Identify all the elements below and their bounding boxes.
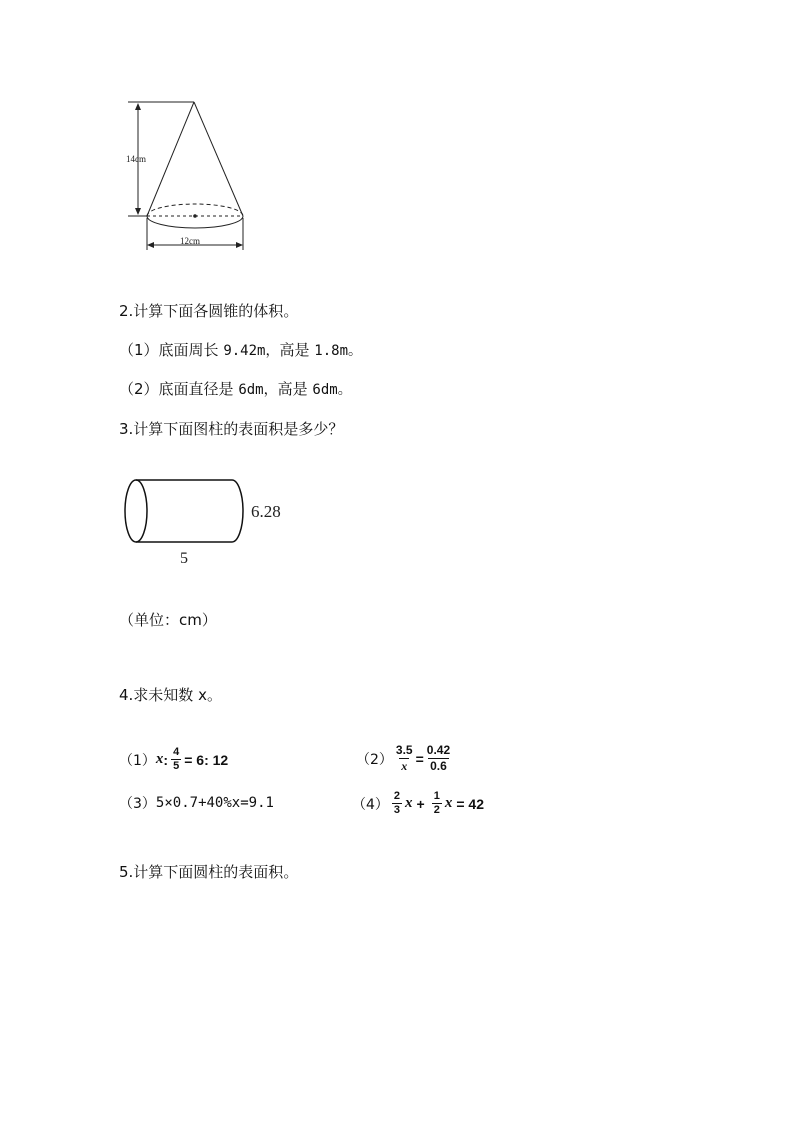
eq3-label: （3） <box>119 796 156 812</box>
eq2-frac2-num: 0.42 <box>426 743 451 757</box>
cylinder-length-label: 5 <box>180 550 188 567</box>
cone-diameter-label: 12cm <box>180 236 200 246</box>
eq4-label: （4） <box>352 796 389 813</box>
eq2-fraction-2 <box>427 743 450 774</box>
diameter-arrow-left <box>147 242 154 248</box>
eq4-plus: + <box>416 795 425 812</box>
eq2-equals: = <box>415 750 424 767</box>
cone-figure <box>118 95 258 255</box>
q2-item1-end: 1.8m。 <box>314 343 362 359</box>
eq4-rhs: = 42 <box>456 795 484 812</box>
eq4-var-1: x <box>405 795 413 811</box>
q4-equation-1 <box>119 746 228 773</box>
cone-height-label: 14cm <box>126 154 146 164</box>
cone-right-side <box>194 102 243 216</box>
q4-title: 4.求未知数 x。 <box>119 686 222 704</box>
q3-title: 3.计算下面图柱的表面积是多少？ <box>119 420 344 438</box>
diameter-arrow-right <box>236 242 243 248</box>
eq4-fraction-2 <box>432 790 442 817</box>
eq2-label: （2） <box>356 751 393 768</box>
eq3-expr: 5×0.7+40%x=9.1 <box>155 795 274 811</box>
q5-title: 5.计算下面圆柱的表面积。 <box>119 863 299 881</box>
eq4-frac1-num: 2 <box>393 790 401 802</box>
eq4-frac1-den: 3 <box>393 804 401 816</box>
eq4-fraction-1 <box>392 790 402 817</box>
eq1-fraction <box>171 746 181 773</box>
cone-base-front <box>147 216 243 228</box>
cone-center-dot <box>193 214 197 218</box>
q2-item-2 <box>119 378 352 399</box>
q2-item1-prefix: （1）底面周长 <box>119 341 219 359</box>
q2-item2-prefix: （2）底面直径是 <box>119 380 234 398</box>
cylinder-figure <box>118 472 298 572</box>
q3-unit-note: （单位：cm） <box>119 611 217 629</box>
eq4-frac2-den: 2 <box>433 804 440 816</box>
q4-equation-2 <box>356 743 453 774</box>
eq2-fraction-1 <box>396 743 413 774</box>
eq1-colon: : <box>163 751 169 768</box>
q4-equation-3 <box>119 793 274 813</box>
height-arrow-bottom <box>135 208 141 215</box>
eq1-label: （1） <box>119 752 156 769</box>
height-arrow-top <box>135 103 141 110</box>
cylinder-height-label: 6.28 <box>251 502 281 521</box>
cone-base-back <box>147 204 243 216</box>
eq4-frac2-num: 1 <box>433 790 440 802</box>
q2-item-1 <box>119 339 362 360</box>
eq1-frac-num: 4 <box>173 746 180 758</box>
q2-title: 2.计算下面各圆锥的体积。 <box>119 302 299 320</box>
q2-item1-mid: 高是 <box>279 341 310 359</box>
eq1-rhs: = 6: 12 <box>184 751 229 768</box>
cylinder-left-end <box>125 480 147 542</box>
q2-item2-end: 6dm。 <box>312 382 352 398</box>
eq2-frac1-num: 3.5 <box>395 743 413 757</box>
eq4-var-2: x <box>444 795 453 811</box>
cylinder-right-end <box>232 480 243 542</box>
q2-item1-value: 9.42m， <box>223 343 280 359</box>
eq2-frac2-den: 0.6 <box>430 759 447 773</box>
q2-item2-mid: 高是 <box>277 380 308 398</box>
q2-item2-value: 6dm， <box>238 382 278 398</box>
eq2-frac1-den: x <box>401 759 408 773</box>
eq1-frac-den: 5 <box>173 760 180 772</box>
cone-left-side <box>147 102 194 216</box>
q4-equation-4 <box>352 790 484 817</box>
eq1-var: x <box>155 751 164 767</box>
